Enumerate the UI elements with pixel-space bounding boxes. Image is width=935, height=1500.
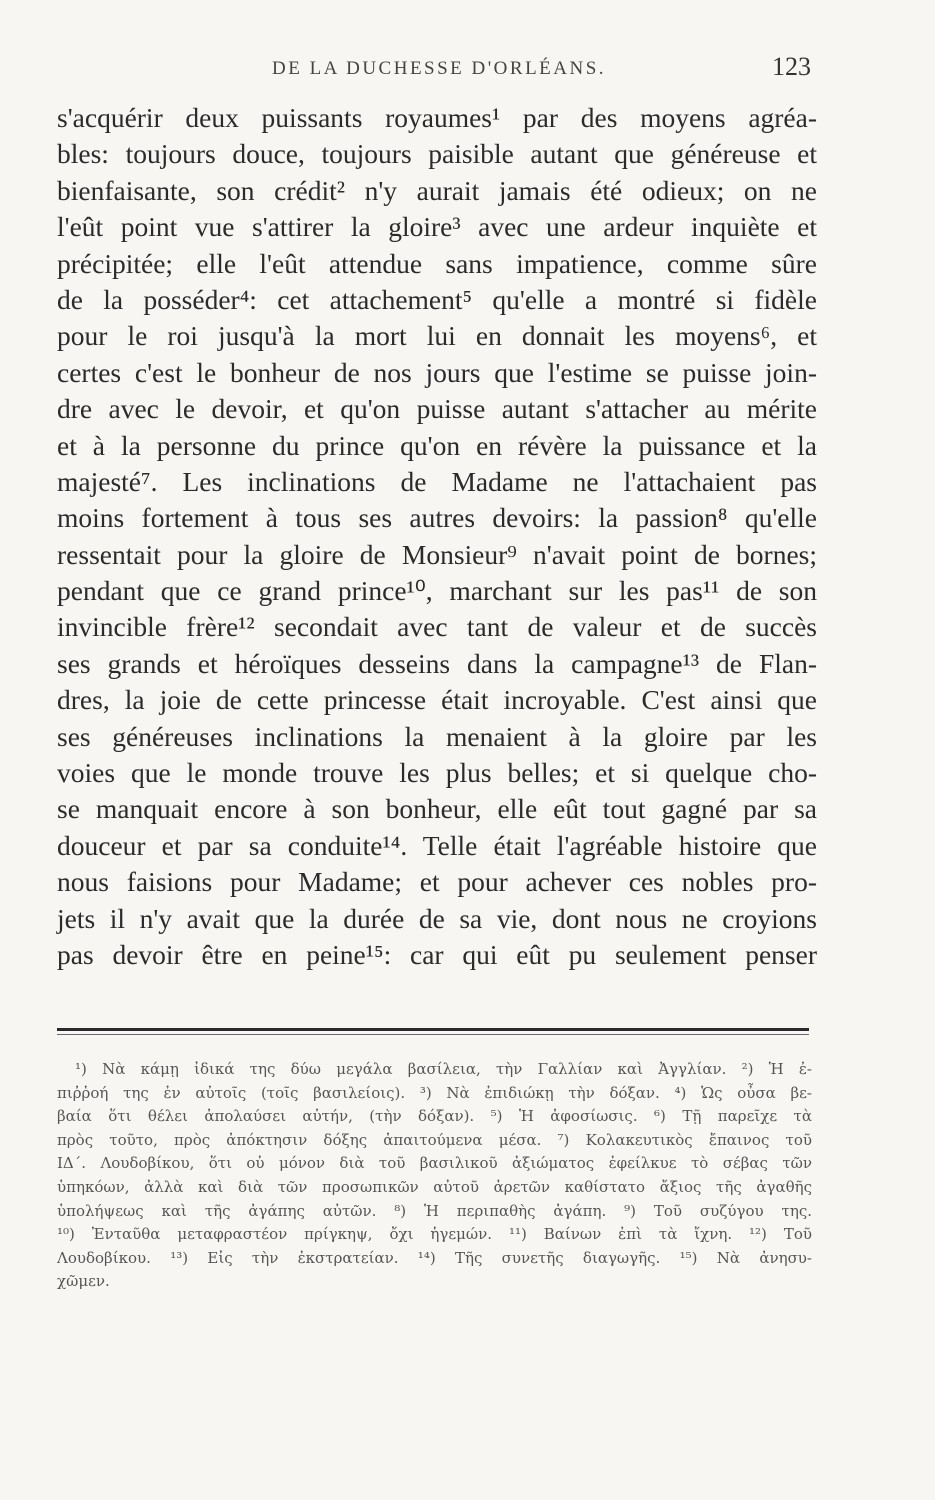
page-number: 123 xyxy=(772,52,811,81)
footnote-line: ΙΔ΄. Λουδοβίκου, ὅτι οὐ μόνον διὰ τοῦ βασιλικοῦ ἀξιώματος ἐφείλκυε τὸ σέβας τῶν xyxy=(57,1154,812,1173)
footnote-line: ὑπολήψεως καὶ τῆς ἀγάπης αὐτῶν. ⁸) Ἡ περιπαθὴς ἀγάπη. ⁹) Τοῦ συζύγου της. xyxy=(57,1201,812,1220)
text-line: bienfaisante, son crédit² n'y aurait jamais été odieux; on ne xyxy=(57,174,817,206)
text-line: dre avec le devoir, et qu'on puisse autant s'attacher au mérite xyxy=(57,393,817,425)
main-text-block xyxy=(57,100,817,973)
text-line: invincible frère¹² secondait avec tant de valeur et de succès xyxy=(57,611,817,643)
text-line: jets il n'y avait que la durée de sa vie, dont nous ne croyions xyxy=(57,902,817,934)
footnote-line: βαία ὅτι θέλει ἀπολαύσει αὐτήν, (τὴν δόξαν). ⁵) Ἡ ἀφοσίωσις. ⁶) Τῇ παρεῖχε τὰ xyxy=(57,1107,812,1126)
text-line: voies que le monde trouve les plus belles; et si quelque cho- xyxy=(57,757,817,789)
text-line: certes c'est le bonheur de nos jours que l'estime se puisse join- xyxy=(57,356,817,388)
text-line: l'eût point vue s'attirer la gloire³ avec une ardeur inquiète et xyxy=(57,211,817,243)
text-line: ses grands et héroïques desseins dans la campagne¹³ de Flan- xyxy=(57,647,817,679)
text-line: bles: toujours douce, toujours paisible autant que généreuse et xyxy=(57,138,817,170)
footnotes-block xyxy=(57,1058,812,1294)
text-line: majesté⁷. Les inclinations de Madame ne l'attachaient pas xyxy=(57,465,817,497)
footnote-line: Λουδοβίκου. ¹³) Εἰς τὴν ἐκστρατείαν. ¹⁴) Τῆς συνετῆς διαγωγῆς. ¹⁵) Νὰ ἀνησυ- xyxy=(57,1248,812,1267)
text-line: ses généreuses inclinations la menaient à la gloire par les xyxy=(57,720,817,752)
text-line: pas devoir être en peine¹⁵: car qui eût pu seulement penser xyxy=(57,938,817,970)
text-line: pendant que ce grand prince¹⁰, marchant sur les pas¹¹ de son xyxy=(57,575,817,607)
text-line: de la posséder⁴: cet attachement⁵ qu'elle a montré si fidèle xyxy=(57,283,817,315)
text-line: s'acquérir deux puissants royaumes¹ par des moyens agréa- xyxy=(57,102,817,133)
text-line: se manquait encore à son bonheur, elle eût tout gagné par sa xyxy=(57,793,817,825)
text-line: moins fortement à tous ses autres devoirs: la passion⁸ qu'elle xyxy=(57,502,817,534)
footnote-divider xyxy=(57,1028,809,1031)
footnote-line: ὑπηκόων, ἀλλὰ καὶ διὰ τῶν προσωπικῶν αὐτοῦ ἀρετῶν καθίστατο ἄξιος τῆς ἀγαθῆς xyxy=(57,1177,812,1196)
footnote-line: ¹⁰) Ἐνταῦθα μεταφραστέον πρίγκηψ, ὄχι ἡγεμών. ¹¹) Βαίνων ἐπὶ τὰ ἴχνη. ¹²) Τοῦ xyxy=(57,1225,812,1244)
footnote-line: χῶμεν. xyxy=(57,1272,110,1291)
text-line: précipitée; elle l'eût attendue sans impatience, comme sûre xyxy=(57,247,817,279)
footnote-divider-thin xyxy=(57,1034,809,1035)
text-line: ressentait pour la gloire de Monsieur⁹ n'avait point de bornes; xyxy=(57,538,817,570)
text-line: pour le roi jusqu'à la mort lui en donnait les moyens⁶, et xyxy=(57,320,817,352)
running-header: DE LA DUCHESSE D'ORLÉANS. xyxy=(272,58,607,79)
text-line: douceur et par sa conduite¹⁴. Telle était l'agréable histoire que xyxy=(57,829,817,861)
text-line: nous faisions pour Madame; et pour achever ces nobles pro- xyxy=(57,866,817,898)
footnote-line: ¹) Νὰ κάμῃ ἰδικά της δύω μεγάλα βασίλεια, τὴν Γαλλίαν καὶ Ἀγγλίαν. ²) Ἡ ἐ- xyxy=(75,1060,812,1078)
text-line: et à la personne du prince qu'on en révère la puissance et la xyxy=(57,429,817,461)
footnote-line: πρὸς τοῦτο, πρὸς ἀπόκτησιν δόξης ἀπαιτούμενα μέσα. ⁷) Κολακευτικὸς ἔπαινος τοῦ xyxy=(57,1130,812,1149)
text-line: dres, la joie de cette princesse était incroyable. C'est ainsi que xyxy=(57,684,817,716)
footnote-line: πιῤῥοή της ἐν αὐτοῖς (τοῖς βασιλείοις). ³) Νὰ ἐπιδιώκῃ τὴν δόξαν. ⁴) Ὡς οὖσα βε- xyxy=(57,1083,812,1102)
